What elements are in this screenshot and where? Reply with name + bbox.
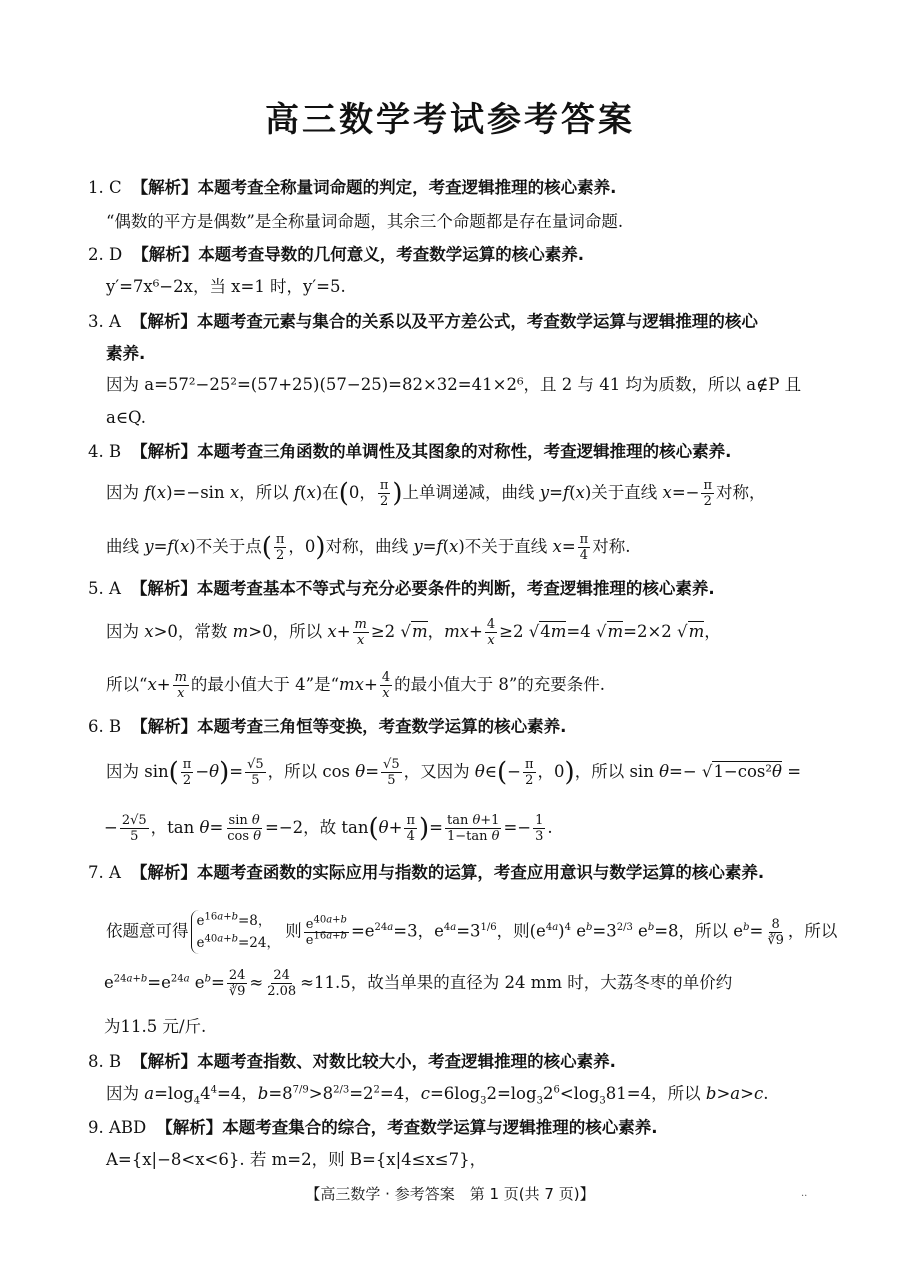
q3-line2: a∈Q. bbox=[106, 408, 147, 427]
q3-answer: 3. A bbox=[88, 312, 121, 331]
q7-formula-1: 依题意可得$e^{16a+b}=8$， $e^{40a+b}=24$， 则 $\frac{e^{40a+b}}{e^{16a+b}}$ $=e^{24a}=3$，$e^{4a}=3^{1/6}$，则$(e^{4a})^4$ $e^b=3^{2/3}$ $e^b=8$，所以 $e^b=$ $\frac{8}{∛9}$ ，所以 bbox=[106, 910, 837, 954]
page-title: 高三数学考试参考答案 bbox=[265, 100, 635, 140]
q5-answer: 5. A bbox=[88, 579, 121, 598]
q5-formula-1: 因为 x>0，常数 m>0，所以 x+ $\frac{m}{x}$ ≥2 √m，mx+ $\frac{4}{x}$ ≥2 √4m=4 √m=2×2 √m， bbox=[106, 617, 721, 648]
q1-tag: 【解析】本题考查全称量词命题的判定，考查逻辑推理的核心素养. bbox=[131, 178, 617, 197]
q6-tag: 【解析】本题考查三角恒等变换，考查数学运算的核心素养. bbox=[131, 717, 567, 736]
q5-tag: 【解析】本题考查基本不等式与充分必要条件的判断，考查逻辑推理的核心素养. bbox=[130, 579, 715, 598]
footer-mark: .. bbox=[801, 1188, 808, 1199]
q3-tag-cont: 素养. bbox=[106, 344, 146, 363]
q4-header bbox=[88, 441, 731, 463]
q4-tag: 【解析】本题考查三角函数的单调性及其图象的对称性，考查逻辑推理的核心素养. bbox=[131, 442, 732, 461]
q7-tag: 【解析】本题考查函数的实际应用与指数的运算，考查应用意识与数学运算的核心素养. bbox=[130, 863, 765, 882]
page-footer: 【高三数学 · 参考答案 第 1 页(共 7 页)】 bbox=[305, 1185, 595, 1203]
q6-formula-1: 因为 sin( $\frac{\pi}{2}$ −θ)= $\frac{√5}{5}$ ，所以 cos θ= $\frac{√5}{5}$ ，又因为 θ∈(− $\frac{\pi}{2}$ ，0)，所以 sin θ=− √1−cos²θ = bbox=[106, 757, 802, 788]
q3-header bbox=[88, 311, 758, 333]
q9-answer: 9. ABD bbox=[88, 1118, 147, 1137]
q8-answer: 8. B bbox=[88, 1052, 122, 1071]
q2-line: y′=7x⁶−2x，当 x=1 时，y′=5. bbox=[106, 277, 346, 296]
q2-header bbox=[88, 244, 584, 266]
q2-answer: 2. D bbox=[88, 245, 123, 264]
q9-header bbox=[88, 1117, 658, 1139]
q4-formula-2: 曲线 y=f(x)不关于点( $\frac{\pi}{2}$ ，0)对称，曲线 y=f(x)不关于直线 x= $\frac{\pi}{4}$ 对称. bbox=[106, 532, 631, 563]
q4-answer: 4. B bbox=[88, 442, 122, 461]
q2-tag: 【解析】本题考查导数的几何意义，考查数学运算的核心素养. bbox=[132, 245, 584, 264]
q1-line: “偶数的平方是偶数”是全称量词命题，其余三个命题都是存在量词命题. bbox=[106, 212, 624, 231]
q5-header bbox=[88, 578, 715, 600]
q6-header bbox=[88, 716, 566, 738]
q9-tag: 【解析】本题考查集合的综合，考查数学运算与逻辑推理的核心素养. bbox=[156, 1118, 658, 1137]
q7-formula-2: $e^{24a+b}=e^{24a}$ $e^b=$ $\frac{24}{∛9}$ ≈ $\frac{24}{2.08}$ ≈11.5，故当单果的直径为 24 mm 时，大荔冬枣的单价约 bbox=[104, 968, 733, 999]
q7-answer: 7. A bbox=[88, 863, 121, 882]
q8-tag: 【解析】本题考查指数、对数比较大小，考查逻辑推理的核心素养. bbox=[131, 1052, 616, 1071]
q1-header bbox=[88, 177, 616, 199]
q6-answer: 6. B bbox=[88, 717, 122, 736]
q8-header bbox=[88, 1051, 616, 1073]
q7-line3: 为11.5 元/斤. bbox=[104, 1017, 207, 1036]
q3-tag: 【解析】本题考查元素与集合的关系以及平方差公式，考查数学运算与逻辑推理的核心 bbox=[130, 312, 758, 331]
q9-line: A={x|−8<x<6}. 若 m=2，则 B={x|4≤x≤7}， bbox=[106, 1150, 487, 1169]
q1-answer: 1. C bbox=[88, 178, 122, 197]
q4-formula-1: 因为 f(x)=−sin x，所以 f(x)在(0， $\frac{\pi}{2}$ )上单调递减，曲线 y=f(x)关于直线 x=− $\frac{\pi}{2}$ 对称， bbox=[106, 478, 766, 509]
q8-formula: 因为 $a=\log_44^4=4$，$b=8^{7/9}>8^{2/3}=2^2=4$，$c=6\log_32=\log_32^6<\log_381=4$，所以 b>a>c. bbox=[106, 1084, 769, 1107]
q7-header bbox=[88, 862, 764, 884]
q5-formula-2: 所以“x+ $\frac{m}{x}$ 的最小值大于 4”是“mx+ $\frac{4}{x}$ 的最小值大于 8”的充要条件. bbox=[106, 670, 606, 701]
q6-formula-2: − $\frac{2√5}{5}$ ，tan θ= $\frac{\text{sin θ}}{\text{cos θ}}$ =−2，故 tan(θ+ $\frac{\pi}{4}$ )= $\frac{\text{tan θ+1}}{\text{1−tan θ}}$ =− $\frac{1}{3}$ . bbox=[104, 813, 553, 844]
q3-line: 因为 a=57²−25²=(57+25)(57−25)=82×32=41×2⁶，且 2 与 41 均为质数，所以 a∉P 且 bbox=[106, 375, 802, 394]
